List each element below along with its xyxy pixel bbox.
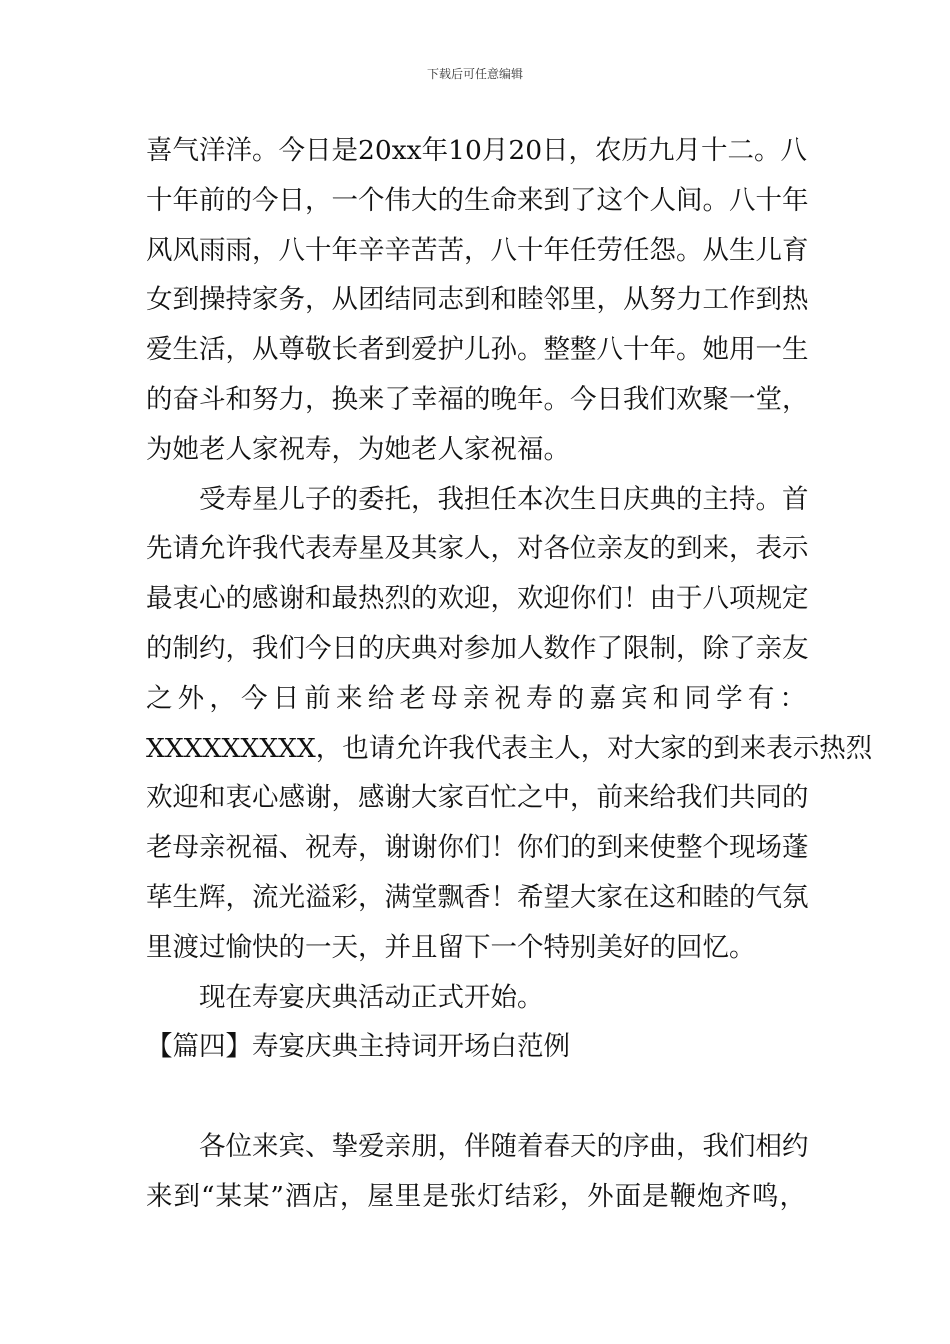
page-header: 下载后可任意编辑 <box>426 67 523 81</box>
text-line: 十年前的今日，一个伟大的生命来到了这个人间。八十年 <box>146 184 809 216</box>
text-line: 荜生辉，流光溢彩，满堂飘香！希望大家在这和睦的气氛 <box>146 881 809 913</box>
text-line: 欢迎和衷心感谢，感谢大家百忙之中，前来给我们共同的 <box>146 782 809 814</box>
text-line: XXXXXXXXX，也请允许我代表主人，对大家的到来表示热烈 <box>146 732 873 764</box>
text-line: 受寿星儿子的委托，我担任本次生日庆典的主持。首 <box>199 483 809 515</box>
text-line: 老母亲祝福、祝寿，谢谢你们！你们的到来使整个现场蓬 <box>146 832 809 864</box>
text-line: 先请允许我代表寿星及其家人，对各位亲友的到来，表示 <box>146 533 809 565</box>
section-heading: 【篇四】寿宴庆典主持词开场白范例 <box>146 1031 570 1063</box>
text-line: 最衷心的感谢和最热烈的欢迎，欢迎你们！由于八项规定 <box>146 583 809 615</box>
text-line: 为她老人家祝寿，为她老人家祝福。 <box>146 433 570 465</box>
paragraph-1 <box>146 126 809 475</box>
blank-line <box>146 1072 806 1122</box>
paragraph-4 <box>146 1122 809 1222</box>
text-line: 各位来宾、挚爱亲朋，伴随着春天的序曲，我们相约 <box>199 1131 809 1163</box>
text-line: 爱生活，从尊敬长者到爱护儿孙。整整八十年。她用一生 <box>146 334 809 366</box>
text-line: 的奋斗和努力，换来了幸福的晚年。今日我们欢聚一堂， <box>146 383 809 415</box>
paragraph-3 <box>146 973 806 1023</box>
document-body <box>146 126 873 1222</box>
text-line: 喜气洋洋。今日是20xx年10月20日，农历九月十二。八 <box>146 135 808 166</box>
text-line: 之外，今日前来给老母亲祝寿的嘉宾和同学有： <box>146 682 806 714</box>
text-line: 里渡过愉快的一天，并且留下一个特别美好的回忆。 <box>146 931 756 963</box>
text-line: 来到“某某”酒店，屋里是张灯结彩，外面是鞭炮齐鸣， <box>146 1180 806 1212</box>
text-line: 现在寿宴庆典活动正式开始。 <box>199 981 544 1013</box>
text-line: 风风雨雨，八十年辛辛苦苦，八十年任劳任怨。从生儿育 <box>146 234 809 266</box>
text-line: 的制约，我们今日的庆典对参加人数作了限制，除了亲友 <box>146 632 809 664</box>
paragraph-2 <box>146 475 873 973</box>
text-line: 女到操持家务，从团结同志到和睦邻里，从努力工作到热 <box>146 284 809 316</box>
